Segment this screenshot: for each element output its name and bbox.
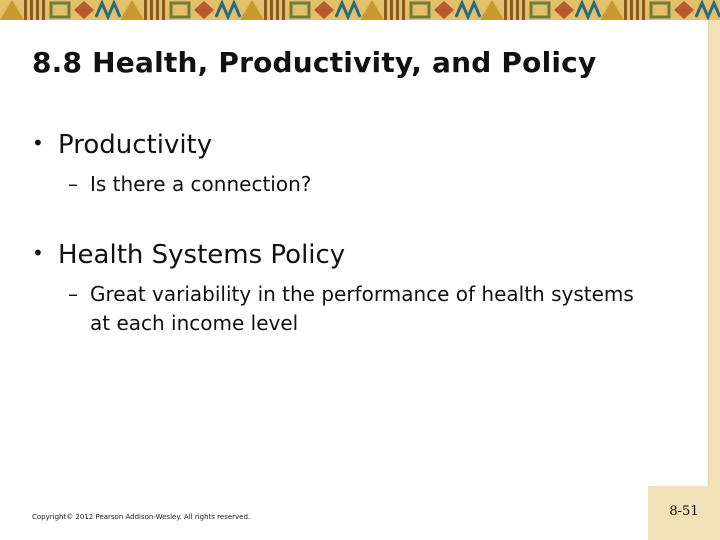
subbullet-text: Is there a connection?: [90, 172, 312, 196]
dash-glyph: –: [68, 172, 78, 196]
subbullet-text: Great variability in the performance of health systems at each income level: [90, 282, 634, 335]
right-margin-strip: [708, 20, 720, 486]
bullet-productivity: [32, 130, 212, 160]
page-number-panel: [648, 486, 720, 540]
decorative-pattern-band: [0, 0, 720, 20]
dash-glyph: –: [68, 282, 78, 306]
slide-title: 8.8 Health, Productivity, and Policy: [32, 46, 597, 79]
bullet-glyph: •: [32, 241, 44, 265]
bullet-text: Health Systems Policy: [58, 240, 346, 270]
subbullet-variability: [68, 280, 668, 338]
page-number: 8-51: [669, 504, 699, 519]
bullet-health-systems-policy: [32, 240, 345, 270]
subbullet-connection: [68, 170, 311, 199]
bullet-glyph: •: [32, 131, 44, 155]
bullet-text: Productivity: [58, 130, 213, 160]
copyright-notice: Copyright© 2012 Pearson Addison-Wesley. All rights reserved.: [32, 513, 251, 521]
